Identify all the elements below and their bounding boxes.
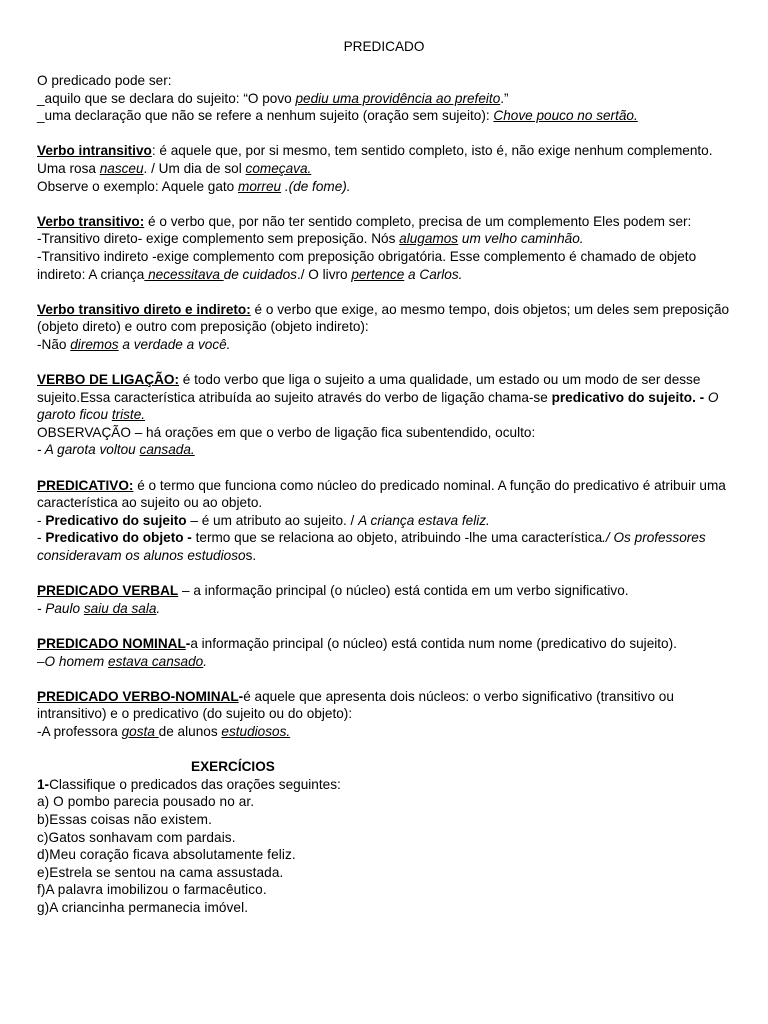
exercise-item: e)Estrela se sentou na cama assustada. bbox=[37, 864, 284, 880]
example-line: - Predicativo do sujeito – é um atributo ao sujeito. / A criança estava feliz. bbox=[37, 512, 490, 528]
example-line: - Predicativo do objeto - termo que se relaciona ao objeto, atribuindo -lhe uma característica./ Os professores consideravam os alunos estudiosos. bbox=[37, 530, 706, 564]
definition-paragraph: PREDICADO NOMINAL-a informação principal (o núcleo) está contida num nome (predicativo do sujeito). bbox=[37, 636, 677, 651]
section-verbo-transitivo-direto-indireto bbox=[37, 301, 737, 354]
page-title: PREDICADO bbox=[343, 39, 425, 54]
intro-line: O predicado pode ser: bbox=[37, 73, 172, 88]
exercise-item: b)Essas coisas não existem. bbox=[37, 811, 212, 827]
observation-line: OBSERVAÇÃO – há orações em que o verbo de ligação fica subentendido, oculto: bbox=[37, 424, 536, 440]
term-heading: PREDICADO VERBO-NOMINAL bbox=[37, 688, 239, 704]
exercise-question: 1-Classifique o predicados das orações seguintes: bbox=[37, 776, 341, 792]
section-predicado-verbal bbox=[37, 582, 737, 617]
term-heading: PREDICADO NOMINAL bbox=[37, 636, 186, 651]
example-line: -Transitivo direto- exige complemento sem preposição. Nós alugamos um velho caminhão. bbox=[37, 231, 584, 247]
exercise-item: f)A palavra imobilizou o farmacêutico. bbox=[37, 882, 267, 898]
term-heading: Verbo transitivo direto e indireto: bbox=[37, 301, 251, 317]
example-line: -Transitivo indireto -exige complemento com preposição obrigatória. Esse complemento é chamado de objeto indireto: A criança necessitava de cuidados./ O livro pertence a Carlos. bbox=[37, 248, 697, 282]
term-heading: Verbo transitivo: bbox=[37, 213, 145, 229]
exercise-item: a) O pombo parecia pousado no ar. bbox=[37, 794, 255, 810]
intro-line: _uma declaração que não se refere a nenhum sujeito (oração sem sujeito): Chove pouco no sertão. bbox=[37, 108, 638, 124]
definition-paragraph: VERBO DE LIGAÇÃO: é todo verbo que liga o sujeito a uma qualidade, um estado ou um modo de ser desse sujeito.Essa característica atribuída ao sujeito através do verbo de ligação chama-se predicativo do sujeito. - O garoto ficou triste. bbox=[37, 372, 719, 423]
exercise-item: c)Gatos sonhavam com pardais. bbox=[37, 829, 236, 845]
definition-paragraph: PREDICADO VERBAL – a informação principal (o núcleo) está contida em um verbo significativo. bbox=[37, 583, 629, 599]
example-line: -Não diremos a verdade a você. bbox=[37, 336, 231, 352]
section-predicativo bbox=[37, 477, 737, 565]
term-heading: Verbo intransitivo bbox=[37, 143, 152, 159]
definition-paragraph: PREDICADO VERBO-NOMINAL-é aquele que apresenta dois núcleos: o verbo significativo (transitivo ou intransitivo) e o predicativo (do sujeito ou do objeto): bbox=[37, 688, 674, 722]
example-line: -A professora gosta de alunos estudiosos. bbox=[37, 723, 291, 739]
definition-paragraph: Verbo intransitivo: é aquele que, por si mesmo, tem sentido completo, isto é, não exige nenhum complemento. Uma rosa nasceu. / Um dia de sol começava. bbox=[37, 143, 713, 176]
document-body bbox=[37, 72, 737, 917]
term-heading: PREDICATIVO: bbox=[37, 477, 134, 493]
section-exercicios bbox=[37, 758, 737, 916]
term-heading: PREDICADO VERBAL bbox=[37, 583, 179, 599]
exercise-item: d)Meu coração ficava absolutamente feliz. bbox=[37, 847, 296, 863]
term-heading: VERBO DE LIGAÇÃO: bbox=[37, 372, 179, 388]
exercises-title: EXERCÍCIOS bbox=[191, 759, 275, 775]
definition-paragraph: Verbo transitivo: é o verbo que, por não ter sentido completo, precisa de um complemento Eles podem ser: bbox=[37, 213, 692, 229]
section-verbo-de-ligacao bbox=[37, 371, 737, 459]
intro-line: _aquilo que se declara do sujeito: “O povo pediu uma providência ao prefeito.” bbox=[37, 90, 509, 106]
example-line: - Paulo saiu da sala. bbox=[37, 600, 161, 616]
exercise-item: g)A criancinha permanecia imóvel. bbox=[37, 899, 249, 915]
section-verbo-transitivo bbox=[37, 213, 737, 283]
section-predicado-verbo-nominal bbox=[37, 688, 737, 741]
example-line: Observe o exemplo: Aquele gato morreu .(de fome). bbox=[37, 178, 351, 194]
definition-paragraph: Verbo transitivo direto e indireto: é o verbo que exige, ao mesmo tempo, dois objetos; um deles sem preposição (objeto direto) e outro com preposição (objeto indireto): bbox=[37, 301, 730, 335]
section-verbo-intransitivo bbox=[37, 142, 737, 195]
intro-section bbox=[37, 72, 737, 125]
definition-paragraph: PREDICATIVO: é o termo que funciona como núcleo do predicado nominal. A função do predicativo é atribuir uma característica ao sujeito ou ao objeto. bbox=[37, 477, 726, 511]
example-line: - A garota voltou cansada. bbox=[37, 442, 195, 458]
example-line: –O homem estava cansado. bbox=[37, 653, 208, 669]
section-predicado-nominal bbox=[37, 635, 737, 670]
